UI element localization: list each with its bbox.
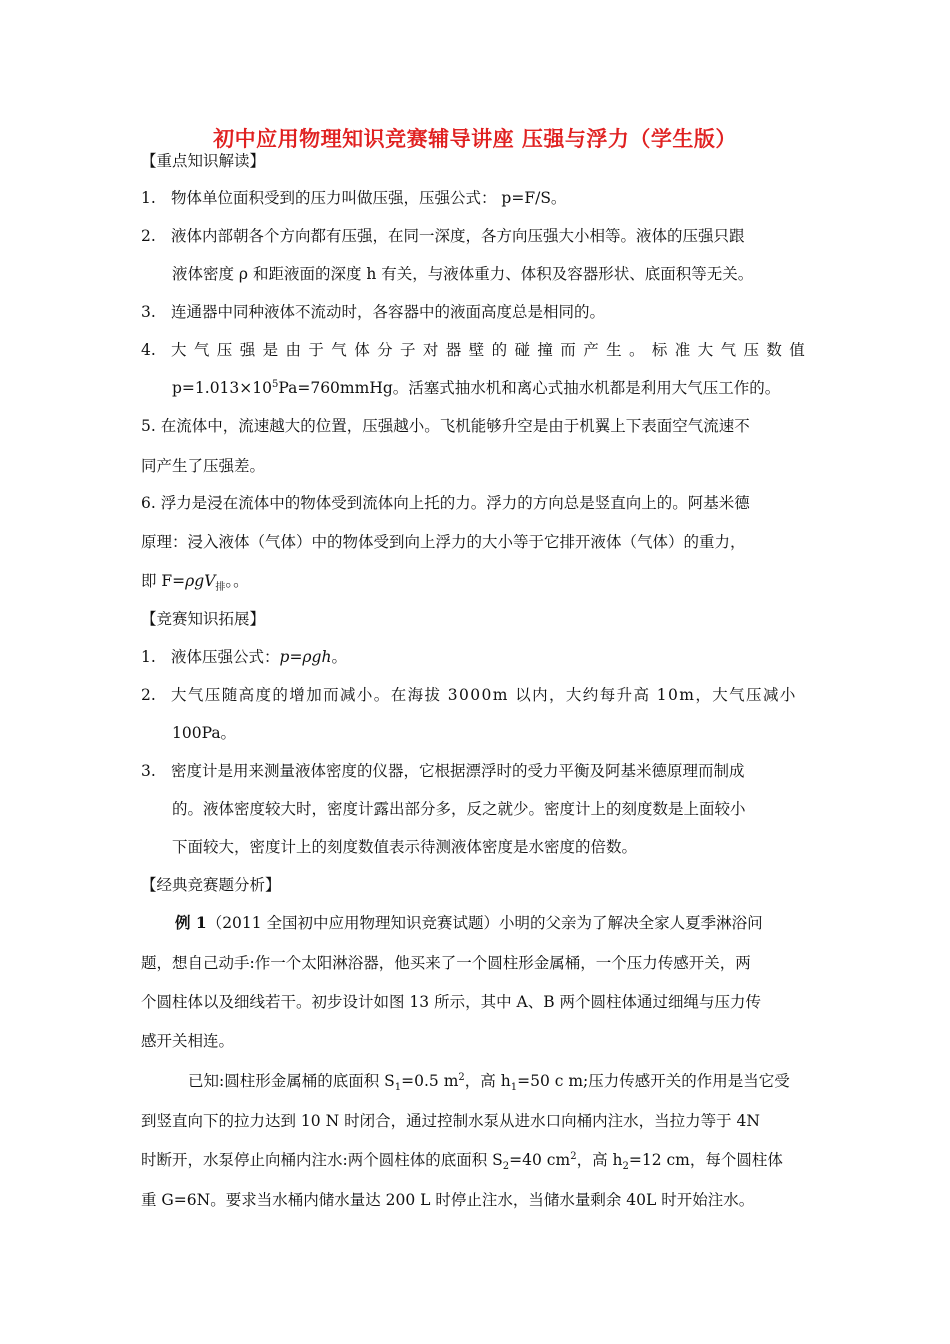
example-text-continued: 个圆柱体以及细线若干。初步设计如图 13 所示，其中 A、B 两个圆柱体通过细绳与压力传: [141, 993, 762, 1011]
item-text: 大气压随高度的增加而减小。在海拔 3000m 以内，大约每升高 10m，大气压减小: [171, 686, 797, 704]
section-heading-extension: 【竞赛知识拓展】: [141, 610, 266, 628]
given-text: ，高 h: [464, 1072, 511, 1090]
list-item: [141, 685, 797, 705]
given-text: =12 cm，每个圆柱体: [628, 1151, 783, 1169]
item-number: 1.: [141, 648, 156, 666]
given-text: 已知:圆柱形金属桶的底面积 S: [188, 1072, 395, 1090]
given-text: =0.5 m: [401, 1072, 459, 1090]
list-item: [141, 416, 750, 436]
list-item: [141, 302, 605, 322]
exponent: 2: [458, 1071, 465, 1083]
example-text-continued: 感开关相连。: [141, 1032, 235, 1050]
item-text: 即 F=: [141, 572, 186, 590]
item-number: 5.: [141, 417, 156, 435]
subscript: 1: [394, 1082, 402, 1094]
item-text: 液体内部朝各个方向都有压强，在同一深度，各方向压强大小相等。液体的压强只跟: [171, 227, 745, 245]
item-number: 2.: [141, 227, 156, 245]
item-number: 1.: [141, 189, 156, 207]
list-item: [141, 493, 750, 513]
item-text: 大气压强是由于气体分子对器壁的碰撞而产生。标准大气压数值: [171, 341, 813, 359]
subscript: 2: [622, 1161, 629, 1173]
item-text-continued: 的。液体密度较大时，密度计露出部分多，反之就少。密度计上的刻度数是上面较小: [172, 800, 746, 818]
item-number: 3.: [141, 303, 156, 321]
formula-liquid-pressure: p=ρgh: [279, 648, 332, 666]
item-number: 2.: [141, 686, 156, 704]
subscript: 1: [510, 1082, 518, 1094]
list-item: [141, 761, 745, 781]
item-text-continued: 液体密度 ρ 和距液面的深度 h 有关，与液体重力、体积及容器形状、底面积等无关。: [172, 265, 754, 283]
formula-pressure: p=1.013×10: [172, 379, 272, 397]
item-text-continued: 100Pa。: [172, 724, 237, 742]
item-text: 液体压强公式：: [171, 648, 280, 666]
section-heading-key-knowledge: 【重点知识解读】: [141, 152, 266, 170]
exponent: 5: [272, 378, 279, 390]
item-text: 密度计是用来测量液体密度的仪器，它根据漂浮时的受力平衡及阿基米德原理而制成: [171, 762, 745, 780]
subscript: 排: [215, 582, 226, 594]
list-item: [141, 188, 566, 208]
item-number: 3.: [141, 762, 156, 780]
item-text: 浮力是浸在流体中的物体受到流体向上托的力。浮力的方向总是竖直向上的。阿基米德: [160, 494, 750, 512]
item-text-continued: [141, 571, 249, 594]
given-text-continued: [141, 1150, 783, 1173]
list-item: [141, 226, 745, 246]
given-text-continued: 到竖直向下的拉力达到 10 N 时闭合，通过控制水泵从进水口向桶内注水，当拉力等于 4N: [141, 1112, 760, 1130]
list-item: [141, 647, 347, 667]
given-paragraph: [188, 1071, 790, 1094]
given-text: ，高 h: [576, 1151, 623, 1169]
item-text: 连通器中同种液体不流动时，各容器中的液面高度总是相同的。: [171, 303, 606, 321]
item-text: Pa=760mmHg。活塞式抽水机和离心式抽水机都是利用大气压工作的。: [278, 379, 781, 397]
given-text: =50 c m;压力传感开关的作用是当它受: [517, 1072, 790, 1090]
formula-buoyancy: ρgV: [185, 572, 216, 590]
item-text: 物体单位面积受到的压力叫做压强，压强公式： p=F/S。: [171, 189, 567, 207]
given-text: =40 cm: [509, 1151, 571, 1169]
section-heading-classic-problems: 【经典竞赛题分析】: [141, 876, 281, 894]
document-title: 初中应用物理知识竞赛辅导讲座 压强与浮力（学生版）: [213, 126, 737, 151]
item-text: 。: [331, 648, 347, 666]
example-paragraph: [175, 913, 763, 933]
example-text: （2011 全国初中应用物理知识竞赛试题）小明的父亲为了解决全家人夏季淋浴问: [206, 914, 763, 932]
item-text: 。。: [225, 572, 249, 590]
example-text-continued: 题，想自己动手:作一个太阳淋浴器，他买来了一个圆柱形金属桶，一个压力传感开关，两: [141, 954, 751, 972]
example-label: 例 1: [175, 913, 207, 932]
subscript: 2: [502, 1161, 510, 1173]
given-text-continued: 重 G=6N。要求当水桶内储水量达 200 L 时停止注水，当储水量剩余 40L 时开始注水。: [141, 1191, 755, 1209]
item-text-continued: 下面较大，密度计上的刻度数值表示待测液体密度是水密度的倍数。: [172, 838, 638, 856]
item-text-continued: 同产生了压强差。: [141, 457, 266, 475]
item-text-continued: [172, 378, 780, 398]
item-text-continued: 原理：浸入液体（气体）中的物体受到向上浮力的大小等于它排开液体（气体）的重力，: [141, 533, 746, 551]
exponent: 2: [570, 1150, 577, 1162]
given-text: 时断开，水泵停止向桶内注水:两个圆柱体的底面积 S: [141, 1151, 503, 1169]
item-number: 6.: [141, 494, 156, 512]
item-text: 在流体中，流速越大的位置，压强越小。飞机能够升空是由于机翼上下表面空气流速不: [160, 417, 750, 435]
item-number: 4.: [141, 341, 156, 359]
list-item: [141, 340, 813, 360]
